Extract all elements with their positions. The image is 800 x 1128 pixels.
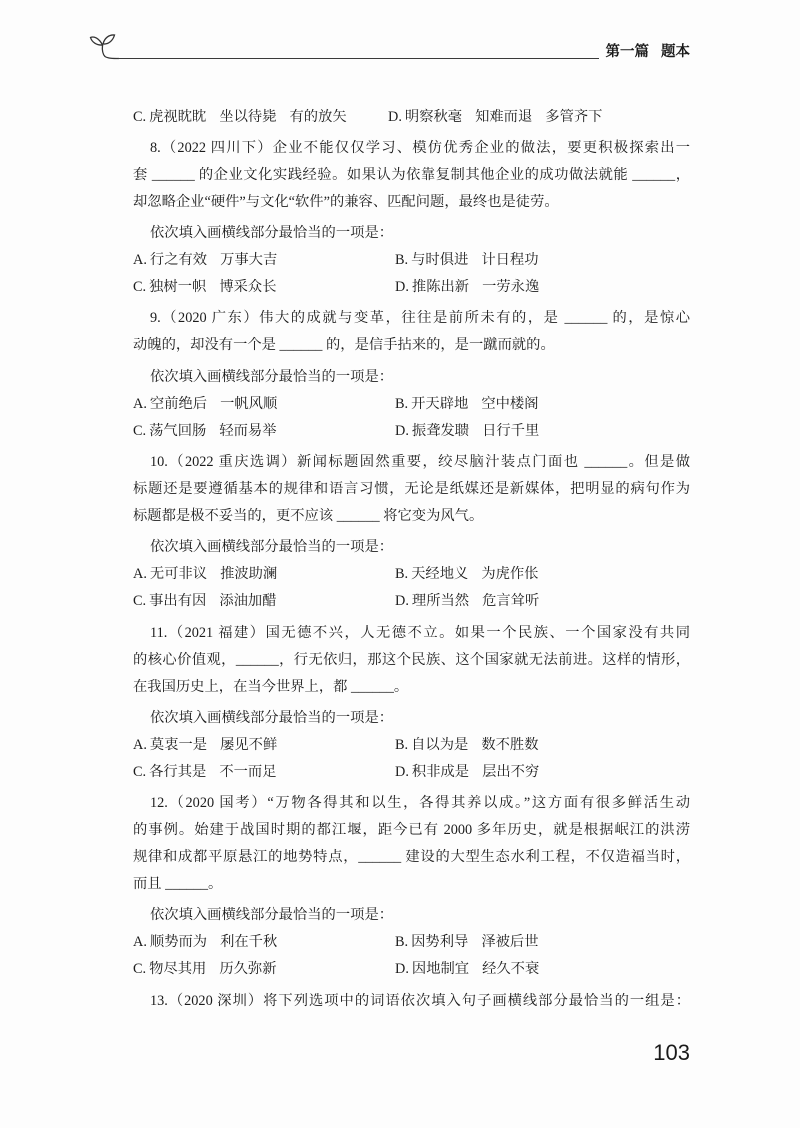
question-source: （2020 广东） xyxy=(160,310,260,327)
question-stem-first-line xyxy=(133,449,690,476)
stem-text: 企业不能仅仅学习、模仿优秀企业的做法，要更积极探索出一 xyxy=(272,139,690,156)
part-label: 第一篇 xyxy=(605,44,649,60)
page-number: 103 xyxy=(653,1040,690,1065)
option-word: 积非成是 xyxy=(411,763,470,780)
question-prompt: 依次填入画横线部分最恰当的一项是： xyxy=(150,709,394,726)
option-b xyxy=(395,391,539,418)
option-label: D. xyxy=(395,422,409,439)
option-word: 事出有因 xyxy=(149,593,207,610)
question-prompt: 依次填入画横线部分最恰当的一项是： xyxy=(150,368,394,385)
question-stem-first-line xyxy=(133,135,690,162)
question-8 xyxy=(133,135,690,301)
question-stem-first-line xyxy=(133,305,690,332)
option-label: B. xyxy=(395,934,409,951)
sprout-icon xyxy=(89,32,119,60)
options-row xyxy=(133,759,690,786)
stem-line: 在我国历史上，在当今世界上，都 ______。 xyxy=(133,678,409,695)
options-row xyxy=(133,956,690,983)
question-number: 12. xyxy=(150,795,168,812)
stem-text: 国无德不兴，人无德不立。如果一个民族、一个国家没有共同 xyxy=(265,624,690,641)
question-number: 9. xyxy=(150,310,161,327)
header-rule xyxy=(118,58,599,59)
option-word: 推陈出新 xyxy=(411,279,470,296)
option-word: 不一而足 xyxy=(219,763,277,780)
option-label: C. xyxy=(133,279,147,296)
option-word: 计日程功 xyxy=(481,252,539,269)
question-source: （2022 重庆选调） xyxy=(167,453,297,470)
option-label: A. xyxy=(133,736,147,753)
option-word: 历久弥新 xyxy=(219,961,277,978)
option-word: 为虎作伥 xyxy=(481,566,539,583)
option-word: 知难而退 xyxy=(475,108,533,125)
option-word: 危言耸听 xyxy=(482,593,540,610)
option-word: 层出不穷 xyxy=(482,763,540,780)
question-source: （2020 国考） xyxy=(167,795,268,812)
option-word: 坐以待毙 xyxy=(219,108,277,125)
option-word: 振聋发聩 xyxy=(411,422,470,439)
option-word: 荡气回肠 xyxy=(149,422,207,439)
stem-line: 套 ______ 的企业文化实践经验。如果认为依靠复制其他企业的成功做法就能 ______， xyxy=(133,166,690,183)
option-b xyxy=(395,247,539,274)
running-head xyxy=(606,42,691,62)
option-d xyxy=(395,956,539,983)
stem-line: 规律和成都平原悬江的地势特点，______ 建设的大型生态水利工程，不仅造福当时， xyxy=(133,849,690,866)
stem-line: 的事例。始建于战国时期的都江堰，距今已有 2000 多年历史，就是根据岷江的洪涝 xyxy=(133,822,690,839)
option-d xyxy=(388,104,602,131)
option-word: 添油加醋 xyxy=(219,593,277,610)
question-12 xyxy=(133,790,690,983)
option-word: 天经地义 xyxy=(411,566,469,583)
option-label: A. xyxy=(133,566,147,583)
options-row xyxy=(133,929,690,956)
question-number: 13. xyxy=(150,992,168,1009)
option-word: 数不胜数 xyxy=(481,736,539,753)
option-label: C. xyxy=(133,422,147,439)
options-row xyxy=(133,561,690,588)
option-word: 日行千里 xyxy=(482,422,540,439)
option-label: D. xyxy=(395,593,409,610)
stem-line: 动魄的，却没有一个是 ______ 的，是信手拈来的，是一蹴而就的。 xyxy=(133,337,555,354)
option-word: 虎视眈眈 xyxy=(149,108,207,125)
option-c xyxy=(133,274,277,301)
question-stem-first-line xyxy=(133,790,690,817)
question-source: （2021 福建） xyxy=(167,624,266,641)
option-c xyxy=(133,588,277,615)
stem-text: “万物各得其和以生，各得其养以成。”这方面有很多鲜活生动 xyxy=(267,795,690,812)
option-word: 轻而易举 xyxy=(219,422,277,439)
option-word: 有的放矢 xyxy=(289,108,347,125)
question-number: 10. xyxy=(150,453,168,470)
stem-text: 将下列选项中的词语依次填入句子画横线部分最恰当的一组是： xyxy=(263,992,690,1009)
previous-question-options xyxy=(133,104,690,131)
option-word: 各行其是 xyxy=(149,763,207,780)
option-label: D. xyxy=(395,961,409,978)
option-word: 与时俱进 xyxy=(411,252,469,269)
option-word: 空中楼阁 xyxy=(481,395,539,412)
question-11 xyxy=(133,620,690,786)
option-label: B. xyxy=(395,566,409,583)
option-a xyxy=(133,732,277,759)
question-number: 8. xyxy=(150,139,161,156)
question-stem-first-line xyxy=(133,988,690,1015)
options-row xyxy=(133,418,690,445)
option-label: C. xyxy=(133,961,147,978)
question-prompt: 依次填入画横线部分最恰当的一项是： xyxy=(150,225,394,242)
page-body xyxy=(133,104,690,1015)
option-word: 顺势而为 xyxy=(149,934,208,951)
option-b xyxy=(395,561,539,588)
stem-line: 却忽略企业“硬件”与文化“软件”的兼容、匹配问题，最终也是徒劳。 xyxy=(133,193,559,210)
options-row xyxy=(133,274,690,301)
option-a xyxy=(133,561,277,588)
option-label: C. xyxy=(133,108,147,125)
question-stem-first-line xyxy=(133,620,690,647)
option-a xyxy=(133,929,277,956)
options-row xyxy=(133,588,690,615)
option-b xyxy=(395,929,539,956)
option-word: 一劳永逸 xyxy=(482,279,540,296)
question-9 xyxy=(133,305,690,444)
option-label: C. xyxy=(133,593,147,610)
option-word: 万事大吉 xyxy=(220,252,278,269)
question-prompt: 依次填入画横线部分最恰当的一项是： xyxy=(150,539,394,556)
option-label: D. xyxy=(388,108,402,125)
option-d xyxy=(395,759,539,786)
stem-line: 标题都是极不妥当的，更不应该 ______ 将它变为风气。 xyxy=(133,507,484,524)
option-a xyxy=(133,391,277,418)
option-label: D. xyxy=(395,279,409,296)
option-c xyxy=(133,956,277,983)
question-13 xyxy=(133,988,690,1015)
option-word: 因势利导 xyxy=(411,934,469,951)
question-source: （2020 深圳） xyxy=(167,992,264,1009)
option-word: 明察秋毫 xyxy=(404,108,463,125)
option-word: 空前绝后 xyxy=(149,395,208,412)
option-word: 理所当然 xyxy=(411,593,470,610)
option-word: 利在千秋 xyxy=(220,934,278,951)
option-d xyxy=(395,588,539,615)
section-title: 题本 xyxy=(661,44,690,60)
question-prompt: 依次填入画横线部分最恰当的一项是： xyxy=(150,907,394,924)
stem-line: 的核心价值观，______，行无依归，那这个民族、这个国家就无法前进。这样的情形， xyxy=(133,651,690,668)
option-c xyxy=(133,418,277,445)
option-label: A. xyxy=(133,395,147,412)
option-word: 行之有效 xyxy=(149,252,208,269)
option-word: 博采众长 xyxy=(219,279,277,296)
option-word: 泽被后世 xyxy=(481,934,539,951)
option-label: B. xyxy=(395,736,409,753)
option-word: 因地制宜 xyxy=(411,961,470,978)
option-word: 推波助澜 xyxy=(220,566,278,583)
stem-text: 新闻标题固然重要，绞尽脑汁装点门面也 ______。但是做 xyxy=(296,453,690,470)
option-label: A. xyxy=(133,252,147,269)
option-label: B. xyxy=(395,395,409,412)
stem-text: 伟大的成就与变革，往往是前所未有的，是 ______ 的，是惊心 xyxy=(259,310,690,327)
option-b xyxy=(395,732,539,759)
options-row xyxy=(133,732,690,759)
option-d xyxy=(395,418,539,445)
options-row xyxy=(133,247,690,274)
stem-line: 而且 ______。 xyxy=(133,876,223,893)
option-word: 自以为是 xyxy=(411,736,469,753)
question-source: （2022 四川下） xyxy=(160,139,273,156)
stem-line: 标题还是要遵循基本的规律和语言习惯，无论是纸媒还是新媒体，把明显的病句作为 xyxy=(133,480,690,497)
option-word: 屡见不鲜 xyxy=(220,736,278,753)
option-a xyxy=(133,247,277,274)
option-c xyxy=(133,104,347,131)
option-word: 开天辟地 xyxy=(411,395,469,412)
option-c xyxy=(133,759,277,786)
option-label: C. xyxy=(133,763,147,780)
options-row xyxy=(133,391,690,418)
option-word: 一帆风顺 xyxy=(220,395,278,412)
option-label: A. xyxy=(133,934,147,951)
option-word: 物尽其用 xyxy=(149,961,207,978)
question-10 xyxy=(133,449,690,615)
option-word: 无可非议 xyxy=(149,566,208,583)
option-word: 多管齐下 xyxy=(545,108,603,125)
option-d xyxy=(395,274,539,301)
option-word: 独树一帜 xyxy=(149,279,207,296)
option-word: 莫衷一是 xyxy=(149,736,208,753)
option-label: B. xyxy=(395,252,409,269)
option-word: 经久不衰 xyxy=(482,961,540,978)
question-number: 11. xyxy=(150,624,168,641)
option-label: D. xyxy=(395,763,409,780)
